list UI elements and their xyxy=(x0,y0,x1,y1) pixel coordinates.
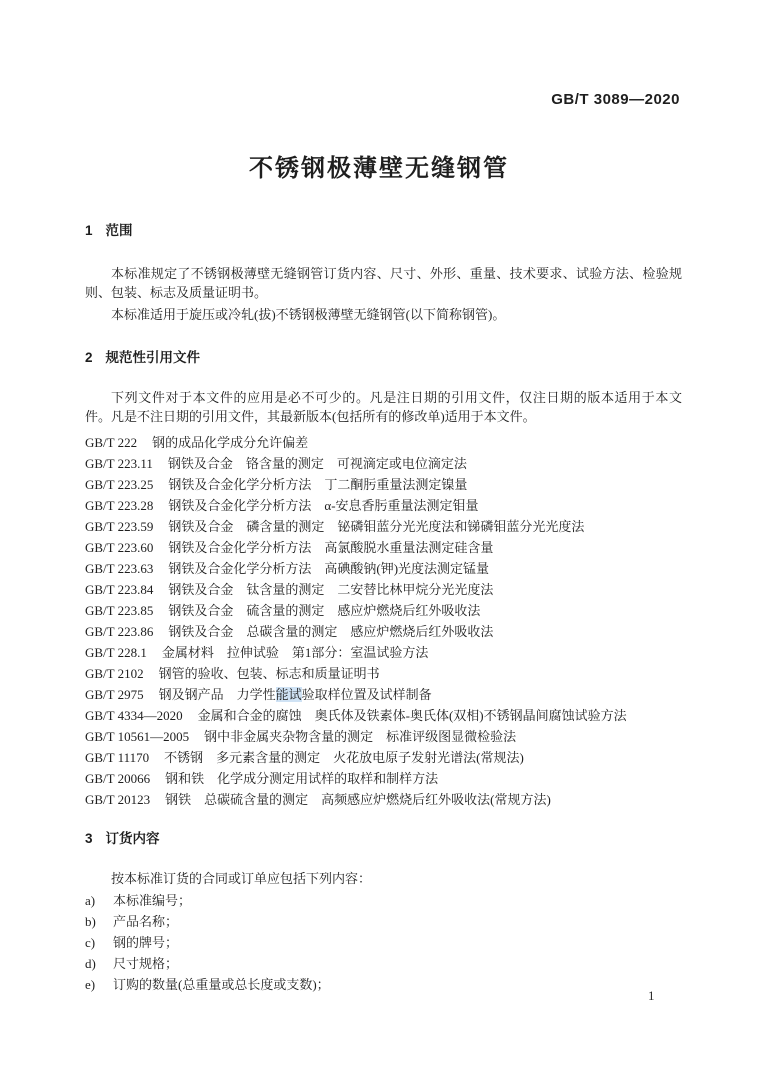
order-item-text: 订购的数量(总重量或总长度或支数)； xyxy=(113,977,330,992)
order-item-text: 产品名称； xyxy=(113,914,179,929)
order-item-b xyxy=(85,911,682,932)
reference-code: GB/T 223.59 xyxy=(85,519,154,534)
reference-code: GB/T 20123 xyxy=(85,792,151,807)
reference-code: GB/T 223.28 xyxy=(85,498,154,513)
reference-title: 钢和铁 化学成分测定用试样的取样和制样方法 xyxy=(165,771,439,786)
reference-code: GB/T 222 xyxy=(85,435,138,450)
order-item-text: 尺寸规格； xyxy=(113,956,179,971)
reference-item xyxy=(85,558,682,579)
section-1-number: 1 xyxy=(85,223,93,238)
order-item-text: 本标准编号； xyxy=(113,893,192,908)
order-item-c xyxy=(85,932,682,953)
reference-item xyxy=(85,432,682,453)
reference-title: 钢中非金属夹杂物含量的测定 标准评级图显微检验法 xyxy=(204,729,517,744)
reference-title: 金属材料 拉伸试验 第1部分：室温试验方法 xyxy=(161,645,429,660)
reference-title: 钢铁及合金 钛含量的测定 二安替比林甲烷分光光度法 xyxy=(168,582,494,597)
reference-item xyxy=(85,726,682,747)
reference-title: 钢铁及合金化学分析方法 丁二酮肟重量法测定镍量 xyxy=(168,477,468,492)
normative-references-list xyxy=(85,432,682,810)
reference-item xyxy=(85,537,682,558)
reference-title: 钢铁及合金 总碳含量的测定 感应炉燃烧后红外吸收法 xyxy=(168,624,494,639)
order-item-text: 钢的牌号； xyxy=(113,935,179,950)
reference-title: 钢铁及合金化学分析方法 高氯酸脱水重量法测定硅含量 xyxy=(168,540,494,555)
highlighted-text: 能试 xyxy=(275,687,302,702)
reference-code: GB/T 11170 xyxy=(85,750,150,765)
standard-code: GB/T 3089—2020 xyxy=(551,91,680,108)
order-item-d xyxy=(85,953,682,974)
reference-code: GB/T 223.25 xyxy=(85,477,154,492)
section-2-heading xyxy=(85,349,682,367)
reference-item xyxy=(85,453,682,474)
reference-item xyxy=(85,474,682,495)
reference-title-segment: 钢及钢产品 力学性 xyxy=(158,687,276,702)
reference-code: GB/T 223.84 xyxy=(85,582,154,597)
reference-code: GB/T 4334—2020 xyxy=(85,708,183,723)
order-item-label: a) xyxy=(85,893,96,908)
reference-code: GB/T 2102 xyxy=(85,666,144,681)
reference-code: GB/T 223.63 xyxy=(85,561,154,576)
section-1-title: 范围 xyxy=(105,223,133,238)
reference-code: GB/T 223.85 xyxy=(85,603,154,618)
reference-item xyxy=(85,789,682,810)
reference-item xyxy=(85,705,682,726)
document-body xyxy=(85,215,682,995)
reference-item xyxy=(85,621,682,642)
reference-code: GB/T 223.11 xyxy=(85,456,153,471)
reference-title: 钢铁 总碳硫含量的测定 高频感应炉燃烧后红外吸收法(常规方法) xyxy=(165,792,551,807)
order-item-e xyxy=(85,974,682,995)
reference-code: GB/T 223.60 xyxy=(85,540,154,555)
section-3-heading xyxy=(85,830,682,848)
reference-item xyxy=(85,579,682,600)
reference-title: 钢铁及合金化学分析方法 高碘酸钠(钾)光度法测定锰量 xyxy=(168,561,490,576)
reference-item xyxy=(85,684,682,705)
reference-title xyxy=(159,687,432,702)
order-item-label: e) xyxy=(85,977,96,992)
reference-title: 钢铁及合金化学分析方法 α-安息香肟重量法测定钼量 xyxy=(168,498,479,513)
reference-item xyxy=(85,747,682,768)
order-content-list xyxy=(85,890,682,995)
section-2-number: 2 xyxy=(85,350,93,365)
order-item-label: c) xyxy=(85,935,96,950)
reference-item xyxy=(85,642,682,663)
reference-item xyxy=(85,516,682,537)
section-1-heading xyxy=(85,222,682,240)
reference-code: GB/T 223.86 xyxy=(85,624,154,639)
reference-title: 钢铁及合金 磷含量的测定 铋磷钼蓝分光光度法和锑磷钼蓝分光光度法 xyxy=(168,519,585,534)
references-intro: 下列文件对于本文件的应用是必不可少的。凡是注日期的引用文件，仅注日期的版本适用于本文件。凡是不注日期的引用文件，其最新版本(包括所有的修改单)适用于本文件。 xyxy=(85,390,682,424)
reference-title: 钢管的验收、包装、标志和质量证明书 xyxy=(158,666,380,681)
page-number: 1 xyxy=(648,988,655,1003)
reference-title: 钢铁及合金 硫含量的测定 感应炉燃烧后红外吸收法 xyxy=(168,603,481,618)
scope-paragraph-1: 本标准规定了不锈钢极薄壁无缝钢管订货内容、尺寸、外形、重量、技术要求、试验方法、检验规则、包装、标志及质量证明书。 xyxy=(85,266,682,300)
reference-code: GB/T 2975 xyxy=(85,687,144,702)
reference-item xyxy=(85,768,682,789)
reference-title: 钢的成品化学成分允许偏差 xyxy=(152,435,309,450)
document-title: 不锈钢极薄壁无缝钢管 xyxy=(249,155,509,182)
section-3-title: 订货内容 xyxy=(105,831,160,846)
reference-item xyxy=(85,600,682,621)
scope-paragraph-2: 本标准适用于旋压或冷轧(拔)不锈钢极薄壁无缝钢管(以下简称钢管)。 xyxy=(111,307,506,322)
order-item-a xyxy=(85,890,682,911)
order-item-label: b) xyxy=(85,914,96,929)
reference-code: GB/T 228.1 xyxy=(85,645,147,660)
reference-title: 金属和合金的腐蚀 奥氏体及铁素体-奥氏体(双相)不锈钢晶间腐蚀试验方法 xyxy=(197,708,627,723)
reference-title: 不锈钢 多元素含量的测定 火花放电原子发射光谱法(常规法) xyxy=(164,750,524,765)
reference-item xyxy=(85,663,682,684)
reference-code: GB/T 10561—2005 xyxy=(85,729,190,744)
section-2-title: 规范性引用文件 xyxy=(105,350,201,365)
reference-title: 钢铁及合金 铬含量的测定 可视滴定或电位滴定法 xyxy=(167,456,467,471)
order-content-intro: 按本标准订货的合同或订单应包括下列内容： xyxy=(111,871,372,886)
order-item-label: d) xyxy=(85,956,96,971)
reference-item xyxy=(85,495,682,516)
reference-code: GB/T 20066 xyxy=(85,771,151,786)
section-3-number: 3 xyxy=(85,831,93,846)
reference-title-segment: 验取样位置及试样制备 xyxy=(301,687,432,702)
